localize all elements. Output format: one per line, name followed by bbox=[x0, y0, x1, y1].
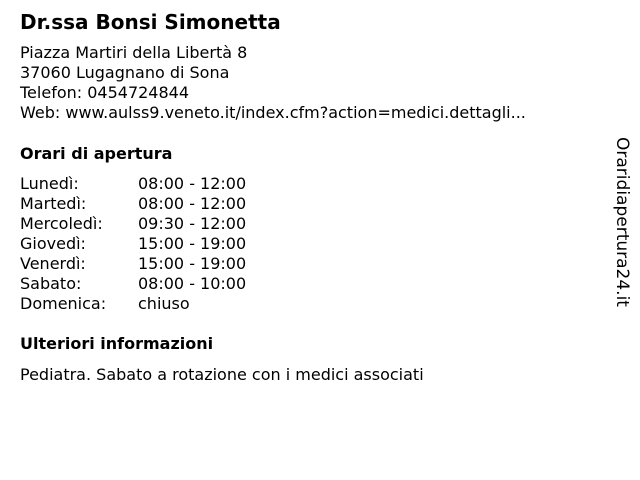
info-heading: Ulteriori informazioni bbox=[20, 334, 214, 353]
day-label: Martedì: bbox=[20, 194, 87, 213]
day-label: Lunedì: bbox=[20, 174, 79, 193]
hours-row-wednesday bbox=[20, 214, 340, 234]
city-line: 37060 Lugagnano di Sona bbox=[20, 63, 230, 82]
day-label: Domenica: bbox=[20, 294, 107, 313]
time-value: 15:00 - 19:00 bbox=[138, 234, 247, 253]
contact-block bbox=[20, 43, 526, 123]
day-label: Giovedì: bbox=[20, 234, 86, 253]
address-line: Piazza Martiri della Libertà 8 bbox=[20, 43, 248, 62]
time-value: 09:30 - 12:00 bbox=[138, 214, 247, 233]
day-label: Venerdì: bbox=[20, 254, 86, 273]
web-line: Web: www.aulss9.veneto.it/index.cfm?action=medici.dettagli... bbox=[20, 103, 526, 122]
hours-row-tuesday bbox=[20, 194, 340, 214]
hours-list bbox=[20, 174, 340, 314]
hours-row-friday bbox=[20, 254, 340, 274]
time-value: 08:00 - 10:00 bbox=[138, 274, 247, 293]
time-value: chiuso bbox=[138, 294, 190, 313]
time-value: 15:00 - 19:00 bbox=[138, 254, 247, 273]
time-value: 08:00 - 12:00 bbox=[138, 174, 247, 193]
brand-watermark: Oraridiapertura24.it bbox=[612, 137, 632, 307]
phone-line: Telefon: 0454724844 bbox=[20, 83, 190, 102]
info-text: Pediatra. Sabato a rotazione con i medici associati bbox=[20, 365, 424, 384]
hours-row-saturday bbox=[20, 274, 340, 294]
hours-heading: Orari di apertura bbox=[20, 144, 173, 163]
day-label: Mercoledì: bbox=[20, 214, 103, 233]
hours-row-thursday bbox=[20, 234, 340, 254]
time-value: 08:00 - 12:00 bbox=[138, 194, 247, 213]
hours-row-sunday bbox=[20, 294, 340, 314]
hours-row-monday bbox=[20, 174, 340, 194]
page-title: Dr.ssa Bonsi Simonetta bbox=[20, 10, 281, 34]
day-label: Sabato: bbox=[20, 274, 82, 293]
